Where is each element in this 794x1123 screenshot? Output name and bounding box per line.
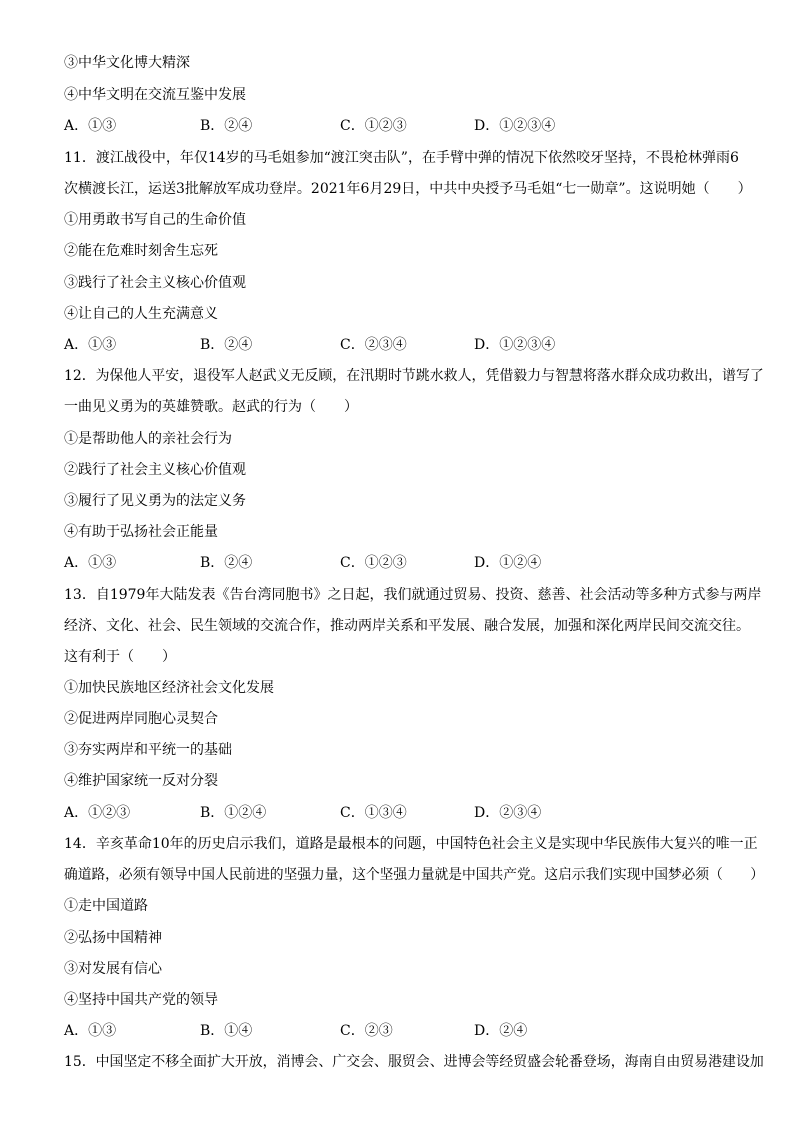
option-line: ②能在危难时刻舍生忘死 — [64, 243, 218, 259]
choice-b[interactable]: B．②④ — [200, 555, 253, 571]
choice-b[interactable]: B．①②④ — [200, 805, 267, 821]
choice-c[interactable]: C．②③ — [340, 1023, 393, 1039]
option-line: ③履行了见义勇为的法定义务 — [64, 493, 246, 509]
choice-a[interactable]: A．①③ — [64, 118, 117, 134]
option-line: ④中华文明在交流互鉴中发展 — [64, 87, 246, 103]
option-line: ③中华文化博大精深 — [64, 55, 190, 71]
answer-choices — [64, 803, 764, 823]
choice-b[interactable]: B．①④ — [200, 1023, 253, 1039]
choice-c[interactable]: C．①③④ — [340, 805, 407, 821]
option-line: ②弘扬中国精神 — [64, 930, 162, 946]
option-line: ④有助于弘扬社会正能量 — [64, 524, 218, 540]
answer-choices — [64, 116, 764, 136]
question-text: 次横渡长江，运送3批解放军成功登岸。2021年6月29日，中共中央授予马毛姐“七一勋章”。这说明她（ ） — [64, 181, 752, 197]
question-text: 15．中国坚定不移全面扩大开放，消博会、广交会、服贸会、进博会等经贸盛会轮番登场，海南自由贸易港建设加 — [64, 1054, 764, 1070]
choice-d[interactable]: D．②③④ — [474, 805, 542, 821]
option-line: ④让自己的人生充满意义 — [64, 306, 218, 322]
option-line: ②践行了社会主义核心价值观 — [64, 462, 246, 478]
option-line: ③夯实两岸和平统一的基础 — [64, 742, 232, 758]
question-text: 确道路，必须有领导中国人民前进的坚强力量，这个坚强力量就是中国共产党。这启示我们实现中国梦必须（ ） — [64, 867, 764, 883]
question-text: 11．渡江战役中，年仅14岁的马毛姐参加“渡江突击队”，在手臂中弹的情况下依然咬牙坚持，不畏枪林弹雨6 — [64, 150, 739, 166]
option-line: ①加快民族地区经济社会文化发展 — [64, 680, 274, 696]
question-text: 14．辛亥革命10年的历史启示我们，道路是最根本的问题，中国特色社会主义是实现中华民族伟大复兴的唯一正 — [64, 836, 758, 852]
question-text: 12．为保他人平安，退役军人赵武义无反顾，在汛期时节跳水救人，凭借毅力与智慧将落水群众成功救出，谱写了 — [64, 368, 764, 384]
question-text: 一曲见义勇为的英雄赞歌。赵武的行为（ ） — [64, 399, 358, 415]
choice-c[interactable]: C．②③④ — [340, 337, 407, 353]
option-line: ①走中国道路 — [64, 898, 148, 914]
choice-a[interactable]: A．①③ — [64, 337, 117, 353]
option-line: ①是帮助他人的亲社会行为 — [64, 431, 232, 447]
question-text: 这有利于（ ） — [64, 649, 176, 665]
choice-d[interactable]: D．①②③④ — [474, 118, 556, 134]
choice-a[interactable]: A．①③ — [64, 1023, 117, 1039]
choice-d[interactable]: D．①②③④ — [474, 337, 556, 353]
choice-b[interactable]: B．②④ — [200, 337, 253, 353]
question-text: 13．自1979年大陆发表《告台湾同胞书》之日起，我们就通过贸易、投资、慈善、社会活动等多种方式参与两岸 — [64, 587, 762, 603]
answer-choices — [64, 335, 764, 355]
answer-choices — [64, 553, 764, 573]
option-line: ①用勇敢书写自己的生命价值 — [64, 212, 246, 228]
choice-a[interactable]: A．①③ — [64, 555, 117, 571]
option-line: ③对发展有信心 — [64, 961, 162, 977]
choice-a[interactable]: A．①②③ — [64, 805, 131, 821]
choice-b[interactable]: B．②④ — [200, 118, 253, 134]
option-line: ④维护国家统一反对分裂 — [64, 773, 218, 789]
question-text: 经济、文化、社会、民生领域的交流合作，推动两岸关系和平发展、融合发展，加强和深化两岸民间交流交往。 — [64, 618, 750, 634]
choice-c[interactable]: C．①②③ — [340, 118, 407, 134]
choice-c[interactable]: C．①②③ — [340, 555, 407, 571]
answer-choices — [64, 1021, 764, 1041]
choice-d[interactable]: D．①②④ — [474, 555, 542, 571]
option-line: ③践行了社会主义核心价值观 — [64, 275, 246, 291]
option-line: ④坚持中国共产党的领导 — [64, 992, 218, 1008]
option-line: ②促进两岸同胞心灵契合 — [64, 711, 218, 727]
choice-d[interactable]: D．②④ — [474, 1023, 528, 1039]
